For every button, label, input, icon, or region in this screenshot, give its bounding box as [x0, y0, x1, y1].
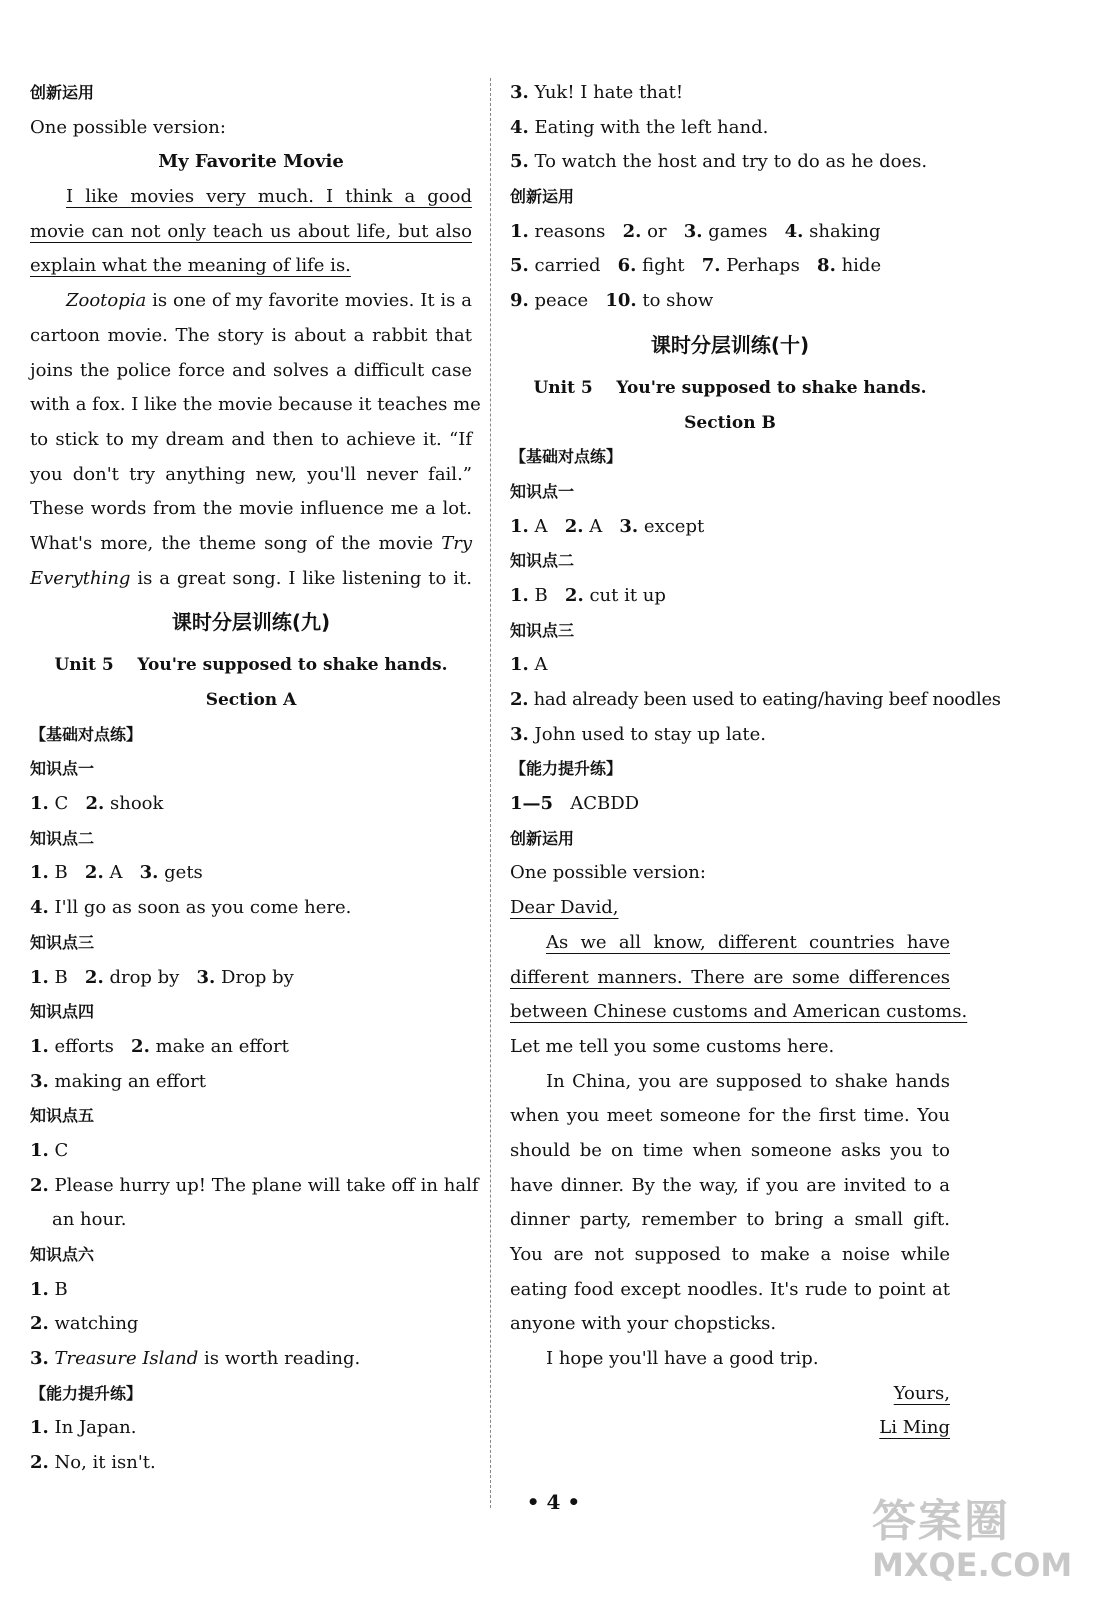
unit-heading: Unit 5 You're supposed to shake hands.	[54, 655, 448, 676]
essay-line: Zootopia is one of my favorite movies. It is a	[66, 290, 472, 312]
answer-row: 2. watching	[30, 1313, 139, 1335]
answer-row: 3. Treasure Island is worth reading.	[30, 1348, 361, 1370]
knowledge-point: 知识点三	[30, 932, 95, 952]
answer-row: 5. To watch the host and try to do as he does.	[510, 151, 928, 173]
answer-row: 1. C 2. shook	[30, 793, 164, 815]
letter-line: between Chinese customs and American customs.	[510, 1001, 968, 1023]
letter-line: In China, you are supposed to shake hands	[546, 1070, 950, 1092]
answer-row: 1. B 2. A 3. gets	[30, 862, 203, 884]
exercise-heading: 【基础对点练】	[510, 447, 623, 467]
letter-line: Let me tell you some customs here.	[510, 1035, 835, 1057]
letter-line: when you meet someone for the first time. You	[510, 1105, 950, 1127]
knowledge-point: 知识点六	[30, 1245, 95, 1264]
answer-row: 1. efforts 2. make an effort	[30, 1035, 289, 1057]
letter-line: You are not supposed to make a noise while	[510, 1244, 950, 1265]
possible-version-label: One possible version:	[30, 116, 226, 138]
knowledge-point: 知识点四	[30, 1002, 95, 1022]
answer-row: 3. John used to stay up late.	[510, 723, 767, 745]
answer-row: 1. reasons 2. or 3. games 4. shaking	[510, 220, 881, 242]
letter-line: should be on time when someone asks you to	[510, 1139, 950, 1161]
answer-row: 1. A	[510, 654, 548, 676]
knowledge-point: 知识点五	[30, 1106, 95, 1126]
knowledge-point: 知识点二	[510, 551, 575, 571]
possible-version-label: One possible version:	[510, 862, 706, 884]
left-column	[30, 76, 481, 1481]
knowledge-point: 知识点一	[510, 481, 575, 501]
knowledge-point: 知识点三	[510, 620, 575, 640]
section-heading: 创新运用	[30, 83, 95, 102]
answer-row: 1. C	[30, 1139, 69, 1161]
section-heading: 创新运用	[510, 187, 575, 207]
answer-row: 3. Yuk! I hate that!	[510, 82, 684, 103]
exercise-heading: 【能力提升练】	[510, 759, 623, 779]
essay-line: I like movies very much. I think a good	[66, 186, 472, 208]
column-divider	[490, 78, 491, 1508]
essay-line: movie can not only teach us about life, but also	[30, 220, 472, 242]
answer-row: 5. carried 6. fight 7. Perhaps 8. hide	[510, 255, 882, 277]
letter-line: different manners. There are some differences	[510, 966, 950, 988]
answer-row: 2. Please hurry up! The plane will take off in half	[30, 1174, 479, 1196]
answer-row: 1. In Japan.	[30, 1417, 137, 1439]
unit-heading: Unit 5 You're supposed to shake hands.	[533, 377, 927, 398]
answer-row: 1—5 ACBDD	[510, 793, 640, 815]
letter-line: As we all know, different countries have	[546, 931, 950, 953]
knowledge-point: 知识点二	[30, 828, 95, 848]
right-column	[510, 76, 1001, 1446]
exercise-heading: 【基础对点练】	[30, 724, 143, 744]
watermark-logo: 答案圈 MXQE.COM	[872, 1496, 1073, 1584]
essay-line: What's more, the theme song of the movie Try	[30, 532, 472, 554]
essay-line: with a fox. I like the movie because it teaches me	[30, 394, 481, 416]
essay-line: explain what the meaning of life is.	[30, 255, 351, 277]
letter-signature: Li Ming	[879, 1417, 950, 1439]
answer-row: 2. had already been used to eating/having beef noodles	[510, 689, 1001, 710]
letter-line: dinner party, remember to bring a small gift.	[510, 1209, 950, 1231]
section-label: Section A	[205, 690, 297, 710]
letter-salutation: Dear David,	[510, 897, 619, 919]
lesson-title: 课时分层训练(十)	[650, 332, 810, 357]
essay-line: Everything is a great song. I like listening to it.	[30, 567, 472, 589]
answer-row: 1. B	[30, 1278, 68, 1300]
letter-line: have dinner. By the way, if you are invited to a	[510, 1174, 950, 1196]
answer-row: 4. I'll go as soon as you come here.	[30, 897, 352, 919]
answer-row: 2. No, it isn't.	[30, 1452, 156, 1474]
section-heading: 创新运用	[510, 828, 575, 848]
answer-row: 4. Eating with the left hand.	[510, 116, 769, 138]
answer-row: 1. A 2. A 3. except	[510, 515, 705, 537]
exercise-heading: 【能力提升练】	[30, 1383, 143, 1403]
lesson-title: 课时分层训练(九)	[171, 610, 331, 635]
letter-line: anyone with your chopsticks.	[510, 1313, 777, 1335]
answer-row: 3. making an effort	[30, 1070, 206, 1092]
answer-row: 1. B 2. cut it up	[510, 584, 666, 606]
letter-closing: Yours,	[893, 1382, 950, 1404]
essay-title: My Favorite Movie	[158, 151, 344, 173]
section-label: Section B	[684, 412, 776, 433]
page-number: • 4 •	[526, 1490, 581, 1514]
answer-row-continued: an hour.	[52, 1209, 127, 1231]
knowledge-point: 知识点一	[30, 759, 95, 779]
letter-line: I hope you'll have a good trip.	[546, 1348, 819, 1370]
answer-row: 9. peace 10. to show	[510, 290, 714, 312]
essay-line: These words from the movie influence me a lot.	[30, 498, 472, 520]
letter-line: eating food except noodles. It's rude to point at	[510, 1278, 950, 1300]
essay-line: to stick to my dream and then to achieve it. “If	[30, 428, 472, 450]
essay-line: you don't try anything new, you'll never fail.”	[30, 463, 472, 485]
answer-row: 1. B 2. drop by 3. Drop by	[30, 966, 294, 988]
essay-line: joins the police force and solves a difficult case	[30, 359, 472, 381]
essay-line: cartoon movie. The story is about a rabbit that	[30, 324, 472, 346]
